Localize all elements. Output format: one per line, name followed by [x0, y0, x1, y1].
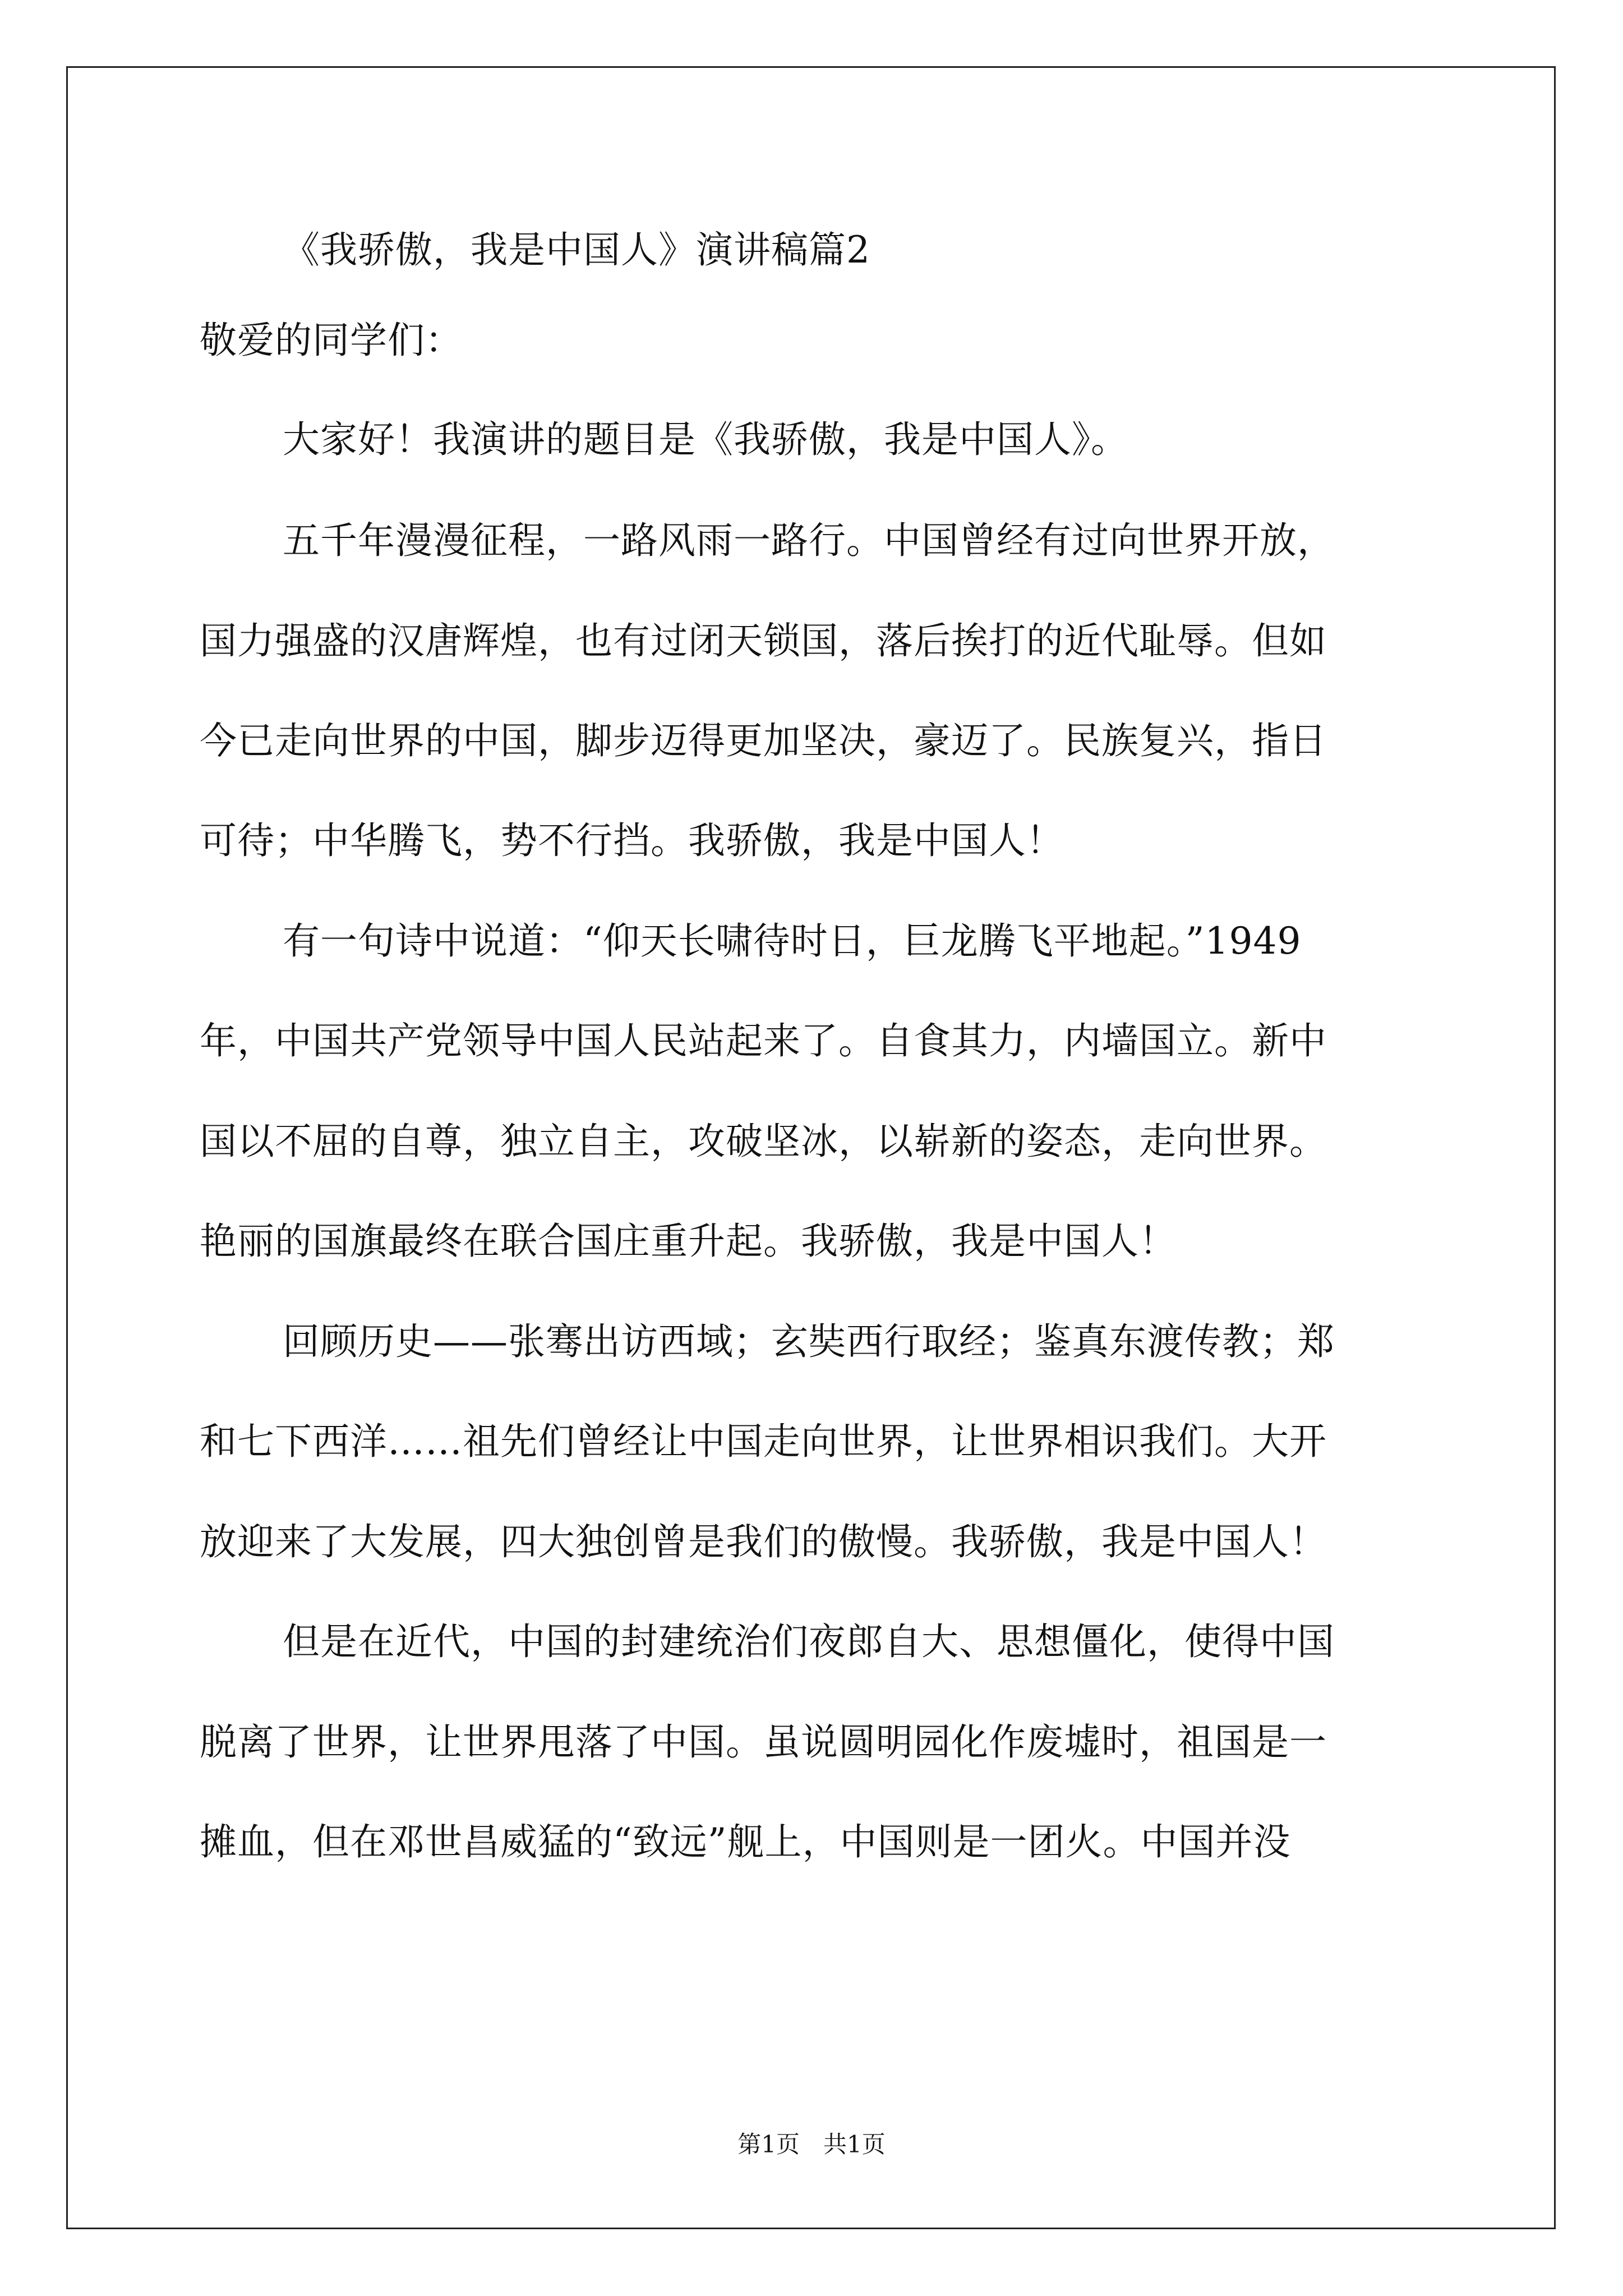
paragraph-line: 大家好！我演讲的题目是《我骄傲，我是中国人》。 [283, 418, 1128, 461]
paragraph-line: 五千年漫漫征程，一路风雨一路行。中国曾经有过向世界开放， [283, 519, 1335, 562]
document-title: 《我骄傲，我是中国人》演讲稿篇2 [283, 228, 870, 272]
paragraph-line: 今已走向世界的中国，脚步迈得更加坚决，豪迈了。民族复兴，指日 [200, 719, 1327, 762]
paragraph-line: 有一句诗中说道：“仰天长啸待时日，巨龙腾飞平地起。”1949 [283, 919, 1302, 963]
paragraph-line: 艳丽的国旗最终在联合国庄重升起。我骄傲，我是中国人！ [200, 1220, 1177, 1263]
paragraph-line: 国以不屈的自尊，独立自主，攻破坚冰，以崭新的姿态，走向世界。 [200, 1120, 1327, 1163]
paragraph-line: 摊血，但在邓世昌威猛的“致远”舰上，中国则是一团火。中国并没 [200, 1820, 1291, 1864]
paragraph-line: 和七下西洋……祖先们曾经让中国走向世界，让世界相识我们。大开 [200, 1420, 1327, 1463]
paragraph-line: 放迎来了大发展，四大独创曾是我们的傲慢。我骄傲，我是中国人！ [200, 1520, 1327, 1563]
page-number-footer: 第1页 共1页 [737, 2131, 886, 2158]
paragraph-line: 国力强盛的汉唐辉煌，也有过闭天锁国，落后挨打的近代耻辱。但如 [200, 619, 1327, 662]
paragraph-line: 回顾历史——张骞出访西域；玄奘西行取经；鉴真东渡传教；郑 [283, 1320, 1335, 1363]
paragraph-line: 脱离了世界，让世界甩落了中国。虽说圆明园化作废墟时，祖国是一 [200, 1720, 1327, 1764]
paragraph-line: 但是在近代，中国的封建统治们夜郎自大、思想僵化，使得中国 [283, 1620, 1335, 1663]
paragraph-line: 可待；中华腾飞，势不行挡。我骄傲，我是中国人！ [200, 819, 1064, 862]
paragraph-line: 年，中国共产党领导中国人民站起来了。自食其力，内墙国立。新中 [200, 1019, 1327, 1062]
salutation: 敬爱的同学们： [200, 319, 463, 362]
